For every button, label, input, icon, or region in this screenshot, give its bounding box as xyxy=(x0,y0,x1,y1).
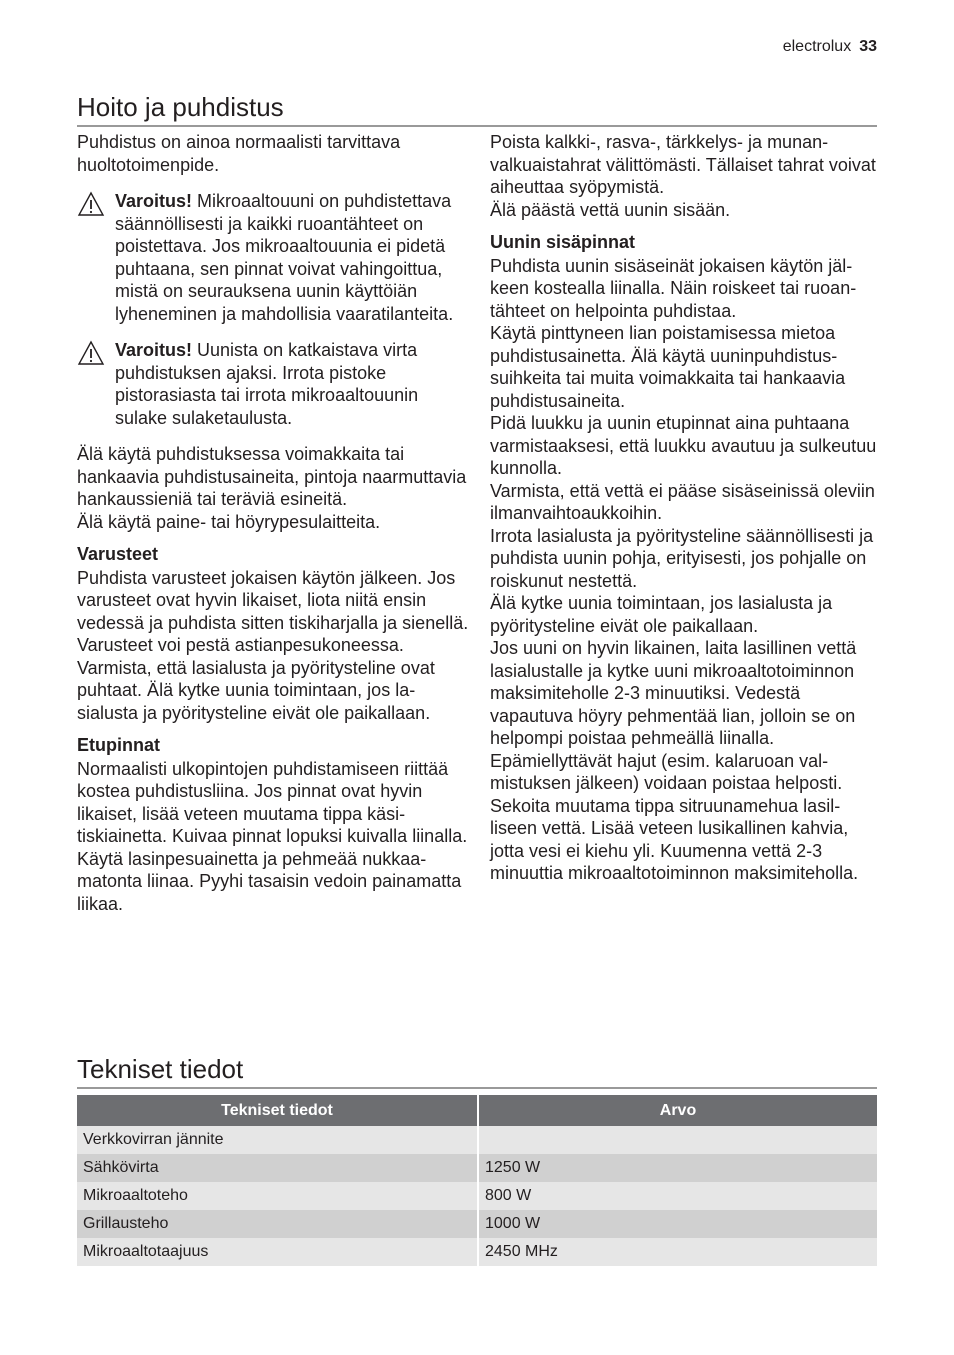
page-number: 33 xyxy=(859,38,877,55)
warning-text: Uunista on katkaistava virta puhdistuksen ajaksi. Irrota pistoke pistorasiasta tai irrota mikroaaltouunin sulake sulaketaulusta. xyxy=(115,340,419,428)
interior-text-1: Puhdista uunin sisäseinät jokaisen käytön jälkeen kostealla liinalla. Näin roiskeet tai ruoantähteet on helpointa puhdistaa. xyxy=(490,255,857,321)
accessories-text-1: Puhdista varusteet jokaisen käytön jälkeen. Jos varusteet ovat hyvin likaiset, liota niitä ensin vedessä ja puhdista sitten tiskiharjalla ja sienellä. Varusteet voi pestä astianpesukoneessa. xyxy=(77,567,469,655)
interior-text-4: Varmista, että vettä ei pääse sisäseinissä oleviin ilmanvaihtoaukkoihin. xyxy=(490,480,875,523)
table-cell: Mikroaaltotaajuus xyxy=(77,1238,477,1266)
warning-label: Varoitus! xyxy=(115,191,193,211)
stains-text: Poista kalkki-, rasva-, tärkkelys- ja munanvalkuaistahrat välittömästi. Tällaiset tahrat voivat aiheuttaa syöpymistä. xyxy=(490,132,876,197)
subheading-sisapinnat: Uunin sisäpinnat xyxy=(490,232,636,252)
table-cell: 800 W xyxy=(477,1182,877,1210)
cleaning-agents-text: Älä käytä puhdistuksessa voimakkaita tai hankaavia puhdistusaineita, pintoja naarmuttavia hankaussieniä tai teräviä esineitä. xyxy=(77,444,467,509)
table-cell: 1000 W xyxy=(477,1210,877,1238)
section-title-care: Hoito ja puhdistus xyxy=(77,91,877,127)
table-cell: Mikroaaltoteho xyxy=(77,1182,477,1210)
table-row xyxy=(77,1126,877,1154)
interior-text-5: Irrota lasialusta ja pyöritysteline säännöllisesti ja puhdista uunin pohja, erityisesti, jos pohjalle on roiskunut nestettä. xyxy=(490,525,874,591)
no-water-text: Älä päästä vettä uunin sisään. xyxy=(490,199,731,220)
right-column xyxy=(490,131,880,885)
pressure-washer-text: Älä käytä paine- tai höyrypesulaitteita. xyxy=(77,511,381,532)
specs-table xyxy=(77,1095,877,1266)
table-row xyxy=(77,1238,877,1266)
interior-text-2: Käytä pinttyneen lian poistamisessa mietoa puhdistusainetta. Älä käytä uuninpuhdistussuihkeita tai muita voimakkaita tai hankaavia puhdistusaineita. xyxy=(490,323,846,411)
table-row xyxy=(77,1154,877,1182)
warning-block-1 xyxy=(77,190,469,325)
intro-text: Puhdistus on ainoa normaalisti tarvittava huoltotoimenpide. xyxy=(77,132,401,175)
front-surfaces-text-2: Käytä lasinpesuainetta ja pehmeää nukkaamatonta liinaa. Pyyhi tasaisin vedoin painamatta liikaa. xyxy=(77,848,462,914)
table-row xyxy=(77,1210,877,1238)
table-header-row xyxy=(77,1095,877,1126)
warning-triangle-icon xyxy=(77,190,115,325)
table-row xyxy=(77,1182,877,1210)
warning-block-2 xyxy=(77,339,469,429)
interior-text-8: Epämiellyttävät hajut (esim. kalaruoan valmistuksen jälkeen) voidaan poistaa helposti. Sekoita muutama tippa sitruunamehua lasilliseen vettä. Lisää veteen lusikallinen kahvia, jotta vesi ei kiehu yli. Kuumenna vettä 2-3 minuuttia mikroaaltotoiminnon maksimiteholla. xyxy=(490,750,859,883)
interior-text-6: Älä kytke uunia toimintaan, jos lasialusta ja pyöritysteline eivät ole paikallaan. xyxy=(490,593,833,636)
subheading-etupinnat: Etupinnat xyxy=(77,735,160,755)
subheading-varusteet: Varusteet xyxy=(77,544,159,564)
left-column xyxy=(77,131,469,915)
accessories-text-2: Varmista, että lasialusta ja pyöritysteline ovat puhtaat. Älä kytke uunia toimintaan, jos lasialusta ja pyöritysteline eivät ole paikallaan. xyxy=(77,657,435,723)
interior-text-3: Pidä luukku ja uunin etupinnat aina puhtaana varmistaaksesi, että luukku avautuu ja sulkeutuu kunnolla. xyxy=(490,413,877,478)
brand-name: electrolux xyxy=(782,38,852,55)
table-cell: 1250 W xyxy=(477,1154,877,1182)
table-cell: Verkkovirran jännite xyxy=(77,1126,477,1154)
table-cell: Sähkövirta xyxy=(77,1154,477,1182)
page-header xyxy=(783,38,877,56)
warning-label: Varoitus! xyxy=(115,340,193,360)
warning-text: Mikroaaltouuni on puhdistettava säännöllisesti ja kaikki ruoantähteet on poistettava. Jos mikroaaltouunia ei pidetä puhtaana, sen pinnat voivat vahingoittua, mistä on seurauksena uunin käyttöiän lyheneminen ja mahdollisia vaaratilanteita. xyxy=(115,191,454,324)
interior-text-7: Jos uuni on hyvin likainen, laita lasillinen vettä lasialustalle ja kytke uuni mikroaaltotoiminnon maksimiteholle 2-3 minuutiksi. Vedestä vapautuva höyry pehmentää lian, jolloin se on helpompi poistaa pehmeällä liinalla. xyxy=(490,638,857,748)
warning-triangle-icon xyxy=(77,339,115,429)
column-header: Arvo xyxy=(477,1095,877,1126)
table-cell xyxy=(477,1126,877,1154)
column-header: Tekniset tiedot xyxy=(77,1095,477,1126)
front-surfaces-text-1: Normaalisti ulkopintojen puhdistamiseen riittää kostea puhdistusliina. Jos pinnat ovat hyvin likaiset, lisää veteen muutama tippa käsitiskiainetta. Kuivaa pinnat lopuksi kuivalla liinalla. xyxy=(77,758,468,846)
table-cell: 2450 MHz xyxy=(477,1238,877,1266)
table-cell: Grillausteho xyxy=(77,1210,477,1238)
section-title-specs: Tekniset tiedot xyxy=(77,1053,877,1089)
